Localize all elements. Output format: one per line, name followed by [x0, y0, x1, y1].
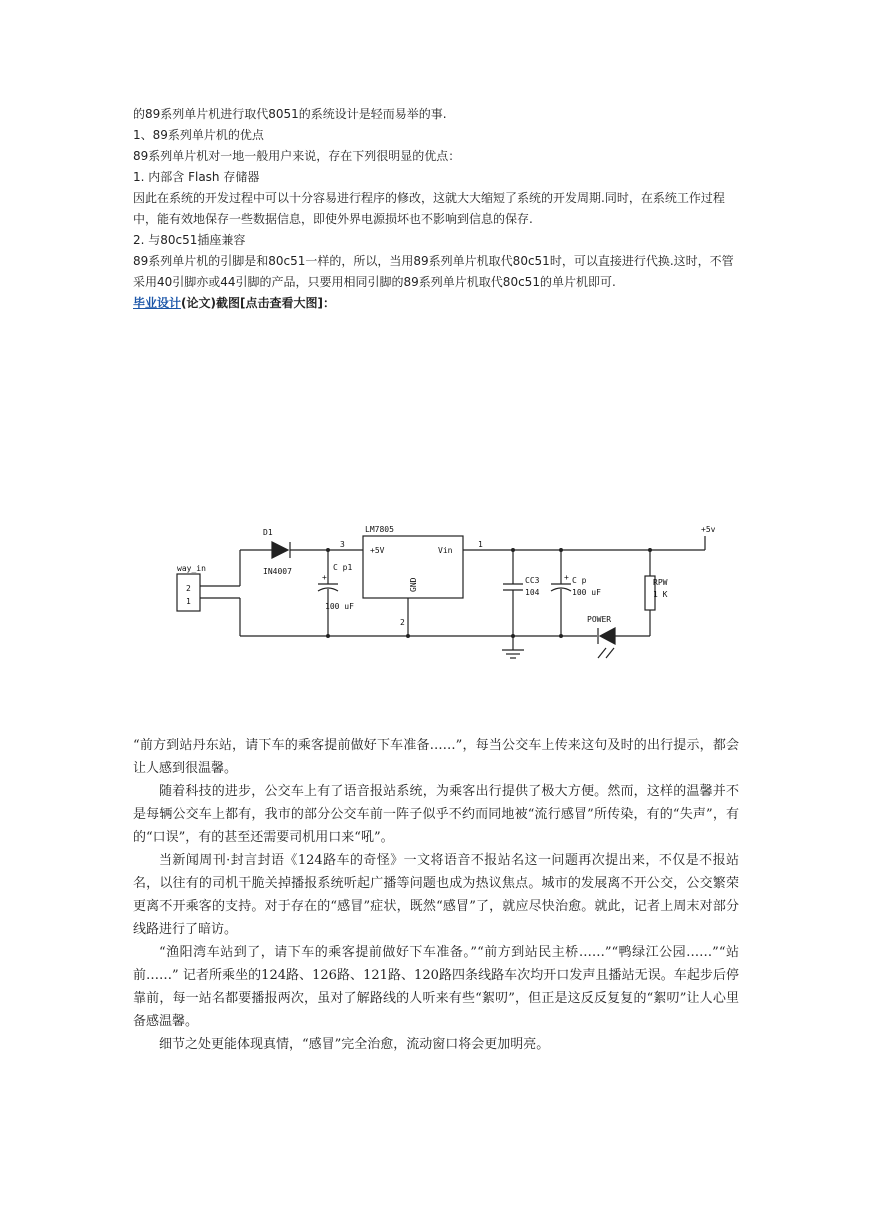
- label-cc3: CC3: [525, 576, 540, 585]
- label-reg-in: Vin: [438, 546, 453, 555]
- label-cp-value: 100 uF: [572, 588, 601, 597]
- article-paragraph: 细节之处更能体现真情，“感冒”完全治愈，流动窗口将会更加明亮。: [159, 1037, 550, 1052]
- article-paragraph: 随着科技的进步，公交车上有了语音报站系统，为乘客出行提供了极大方便。然而，这样的温馨并不是每辆公交车上都有，我市的部分公交车前一阵子似乎不约而同地被“流行感冒”所传染，有的“失声”，有的“口误”，有的甚至还需要司机用口来“吼”。: [133, 784, 739, 845]
- circuit-schematic[interactable]: [160, 518, 735, 668]
- intro-line: 的89系列单片机进行取代8051的系统设计是轻而易举的事.: [133, 107, 447, 121]
- label-reg-gnd: GND: [409, 577, 418, 592]
- article-paragraph: “前方到站丹东站，请下车的乘客提前做好下车准备……”，每当公交车上传来这句及时的出行提示，都会让人感到很温馨。: [133, 738, 739, 776]
- label-regulator: LM7805: [365, 525, 394, 534]
- label-reg-out: +5V: [370, 546, 385, 555]
- label-cp: C p: [572, 576, 587, 585]
- label-connector-pin2: 2: [186, 584, 191, 593]
- intro-heading: 1、89系列单片机的优点: [133, 128, 264, 142]
- label-d1-part: IN4007: [263, 567, 292, 576]
- screenshot-caption: [133, 293, 738, 314]
- label-d1: D1: [263, 528, 273, 537]
- label-5v: +5v: [701, 525, 716, 534]
- label-pin3: 3: [340, 540, 345, 549]
- label-plus: +: [322, 573, 327, 582]
- graduation-design-link[interactable]: 毕业设计: [133, 296, 182, 310]
- label-rpw: RPW: [653, 578, 668, 587]
- label-connector: way_in: [177, 564, 206, 573]
- article-paragraph: 当新闻周刊·封言封语《124路车的奇怪》一文将语音不报站名这一问题再次提出来，不仅是不报站名，以往有的司机干脆关掉播报系统听起广播等问题也成为热议焦点。城市的发展离不开公交，公交繁荣更离不开乘客的支持。对于存在的“感冒”症状，既然“感冒”了，就应尽快治愈。就此，记者上周末对部分线路进行了暗访。: [133, 853, 739, 937]
- label-plus: +: [564, 573, 569, 582]
- intro-paragraph: 因此在系统的开发过程中可以十分容易进行程序的修改，这就大大缩短了系统的开发周期.同时，在系统工作过程中，能有效地保存一些数据信息，即使外界电源损坏也不影响到信息的保存.: [133, 191, 725, 226]
- label-cp1-value: 100 uF: [325, 602, 354, 611]
- label-cc3-value: 104: [525, 588, 540, 597]
- label-rpw-value: 1 K: [653, 590, 668, 599]
- intro-subheading: 2. 与80c51插座兼容: [133, 233, 246, 247]
- intro-paragraph: 89系列单片机的引脚是和80c51一样的，所以，当用89系列单片机取代80c51时，可以直接进行代换.这时，不管采用40引脚亦或44引脚的产品，只要用相同引脚的89系列单片机取代80c51的单片机即可.: [133, 254, 734, 289]
- intro-line: 89系列单片机对一地一般用户来说，存在下列很明显的优点：: [133, 149, 461, 163]
- article-paragraph: “渔阳湾车站到了，请下车的乘客提前做好下车准备。”“前方到站民主桥……”“鸭绿江公园……”“站前……” 记者所乘坐的124路、126路、121路、120路四条线路车次均开口发声且播站无误。车起步后停靠前，每一站名都要播报两次，虽对了解路线的人听来有些“絮叨”，但正是这反反复复的“絮叨”让人心里备感温馨。: [133, 945, 739, 1029]
- article-body: [133, 734, 739, 1056]
- caption-text: (论文)截图[点击查看大图]：: [181, 296, 335, 310]
- label-power: POWER: [587, 615, 612, 624]
- power-led-icon: [600, 628, 615, 644]
- label-connector-pin1: 1: [186, 597, 191, 606]
- intro-section: [133, 104, 738, 314]
- label-pin1: 1: [478, 540, 483, 549]
- diode-d1-icon: [272, 542, 288, 558]
- label-cp1: C p1: [333, 563, 353, 572]
- intro-subheading: 1. 内部含 Flash 存储器: [133, 170, 260, 184]
- label-pin2: 2: [400, 618, 405, 627]
